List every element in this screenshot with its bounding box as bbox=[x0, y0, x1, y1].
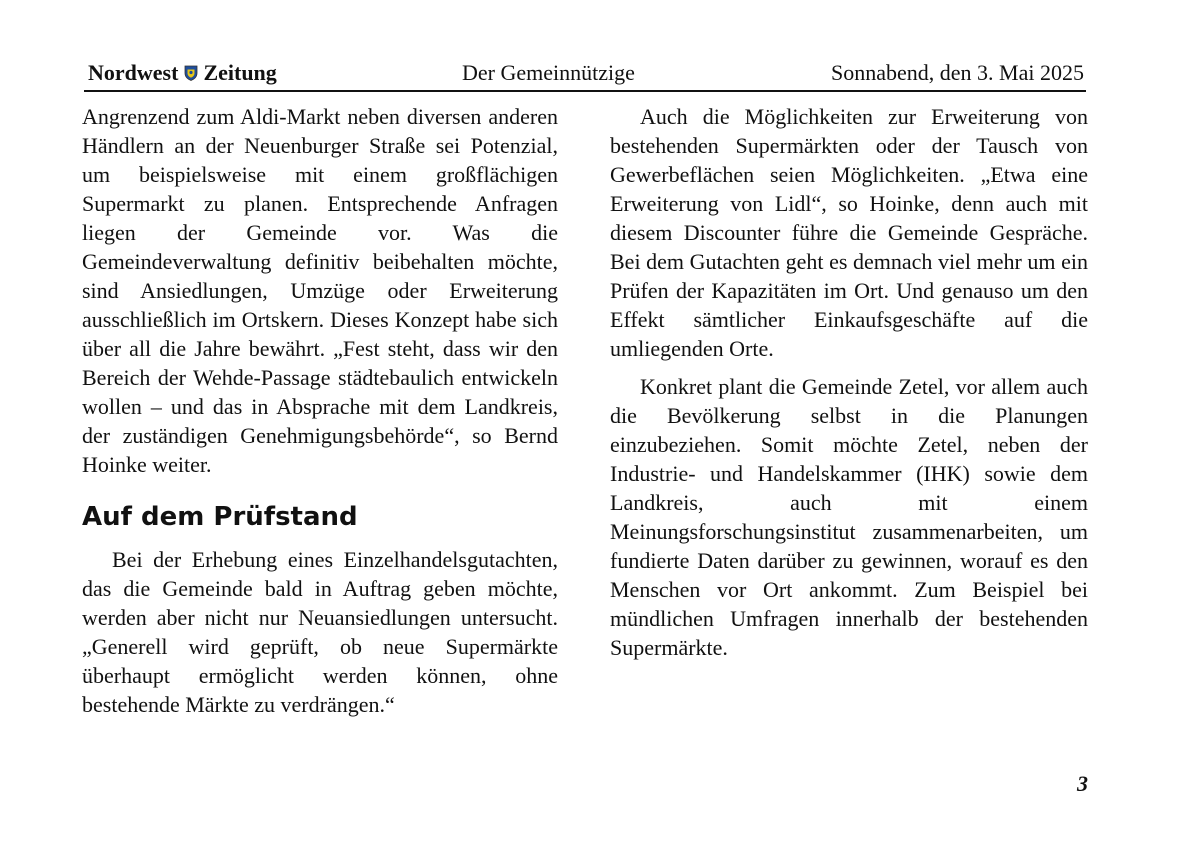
masthead-word-1: Nordwest bbox=[88, 60, 179, 85]
article-column-left bbox=[82, 102, 558, 719]
article-subheading: Auf dem Prüfstand bbox=[82, 502, 358, 532]
article-paragraph: Angrenzend zum Aldi-Markt neben diversen anderen Händlern an der Neuenburger Straße sei Potenzial, um beispielsweise mit einem großflächigen Supermarkt zu planen. Entsprechende Anfragen liegen der Gemeinde vor. Was die Gemeindeverwaltung definitiv beibehalten möchte, sind Ansiedlungen, Umzüge oder Erweiterung ausschließlich im Ortskern. Dieses Konzept habe sich über all die Jahre bewährt. „Fest steht, dass wir den Bereich der Wehde-Passage städtebaulich entwickeln wollen – und das in Absprache mit dem Landkreis, der zuständigen Genehmigungsbehörde“, so Bernd Hoinke weiter. bbox=[82, 104, 558, 477]
article-paragraph: Konkret plant die Gemeinde Zetel, vor allem auch die Bevölkerung selbst in die Planungen einzubeziehen. Somit möchte Zetel, neben der Industrie- und Handelskammer (IHK) sowie dem Landkreis, auch mit einem Meinungsforschungsinstitut zusammenarbeiten, um fundierte Daten darüber zu gewinnen, worauf es den Menschen vor Ort ankommt. Zum Beispiel bei mündlichen Umfragen innerhalb der bestehenden Supermärkte. bbox=[610, 374, 1088, 660]
coat-of-arms-icon bbox=[184, 61, 198, 77]
section-title: Der Gemeinnützige bbox=[462, 60, 635, 85]
masthead-word-2: Zeitung bbox=[203, 60, 277, 85]
page-number: 3 bbox=[1077, 771, 1088, 796]
issue-date: Sonnabend, den 3. Mai 2025 bbox=[831, 60, 1084, 85]
article-column-right bbox=[610, 102, 1088, 662]
article-paragraph: Bei der Erhebung eines Einzelhandelsgutachten, das die Gemeinde bald in Auftrag geben möchte, werden aber nicht nur Neuansiedlungen untersucht. „Generell wird geprüft, ob neue Supermärkte überhaupt ermöglicht werden können, ohne bestehende Märkte zu verdrängen.“ bbox=[82, 547, 558, 717]
newspaper-masthead bbox=[88, 60, 277, 86]
article-paragraph: Auch die Möglichkeiten zur Erweiterung von bestehenden Supermärkten oder der Tausch von Gewerbeflächen seien Möglichkeiten. „Etwa eine Erweiterung von Lidl“, so Hoinke, denn auch mit diesem Discounter führe die Gemeinde Gespräche. Bei dem Gutachten geht es demnach viel mehr um ein Prüfen der Kapazitäten im Ort. Und genauso um den Effekt sämtlicher Einkaufsgeschäfte auf die umliegenden Orte. bbox=[610, 104, 1088, 361]
page-header bbox=[84, 58, 1086, 92]
